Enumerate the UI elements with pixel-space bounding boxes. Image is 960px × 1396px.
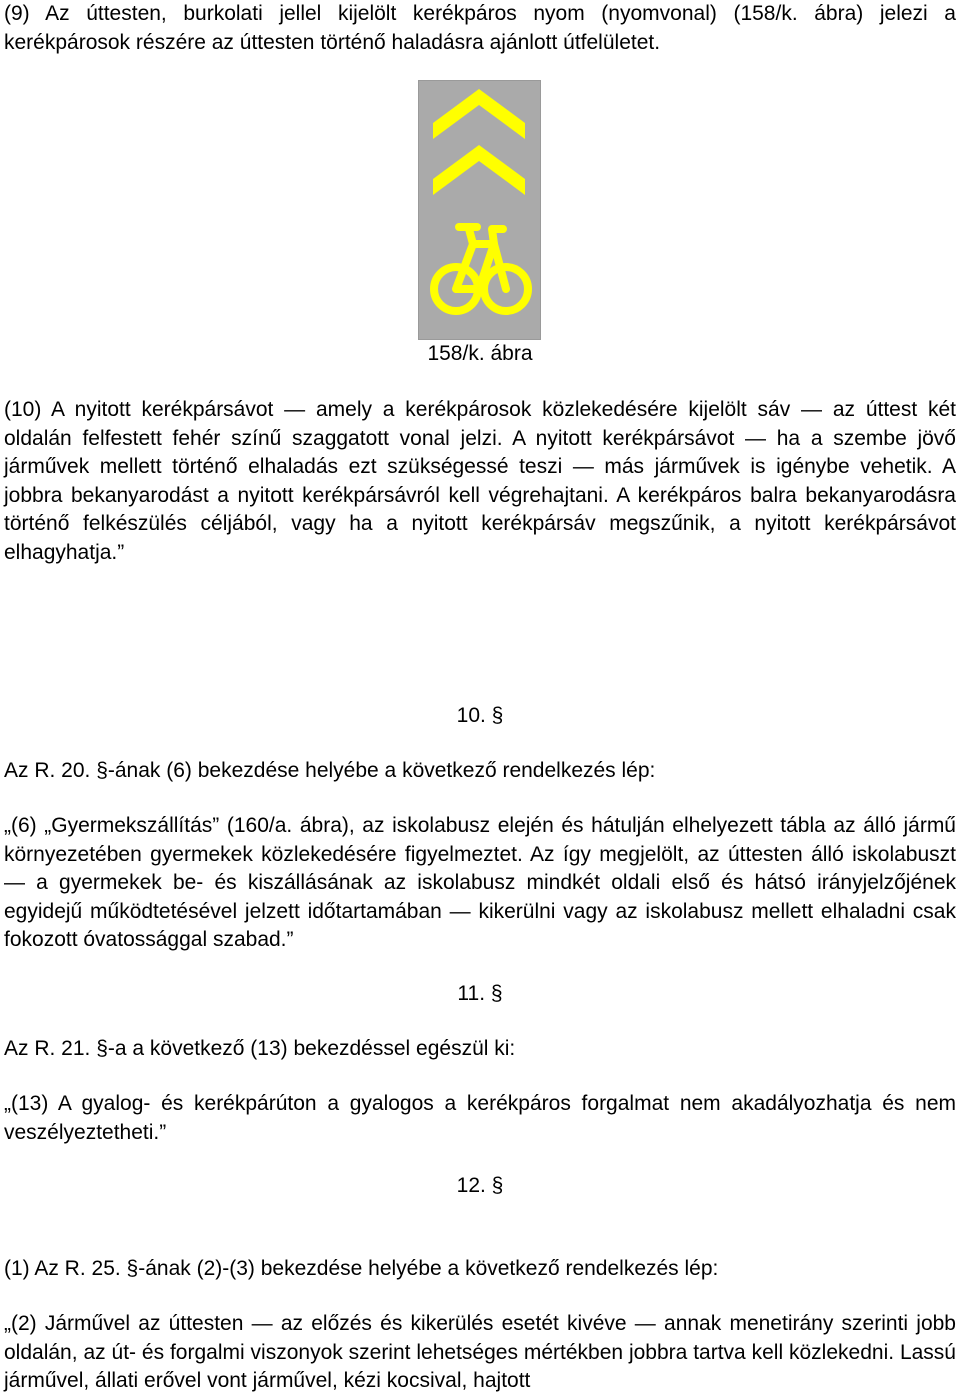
section-11-intro: Az R. 21. §-a a következő (13) bekezdéssel egészül ki:: [4, 1037, 516, 1060]
bicycle-icon: [434, 227, 528, 311]
figure-caption: 158/k. ábra: [427, 342, 533, 365]
section-10-text: „(6) „Gyermekszállítás” (160/a. ábra), az iskolabusz elején és hátulján elhelyezett tábla az álló jármű környezetében gyermekek közlekedésére figyelmeztet. Az így megjelölt, az úttesten álló iskolabuszt ― a gyermekek be- és kiszállásának az iskolabusz mindkét oldali első és hátsó irányjelzőjének egyidejű működtetésével jelzett időtartamában ― kikerülni vagy az iskolabusz mellett elhaladni csak fokozott óvatossággal szabad.”: [4, 814, 956, 951]
section-10-intro: Az R. 20. §-ának (6) bekezdése helyébe a következő rendelkezés lép:: [4, 759, 656, 782]
section-heading-10: 10. §: [456, 704, 504, 727]
section-heading-12: 12. §: [456, 1174, 504, 1197]
section-12-intro: (1) Az R. 25. §-ának (2)-(3) bekezdése helyébe a következő rendelkezés lép:: [4, 1257, 719, 1280]
chevron-icon: [433, 145, 525, 195]
section-12-text: „(2) Járművel az úttesten ― az előzés és kikerülés esetét kivéve ― annak menetirány szerinti jobb oldalán, az út- és forgalmi viszonyok szerint lehetséges mértékben jobbra tartva kell közlekedni. Lassú járművel, állati erővel vont járművel, kézi kocsival, hajtott: [4, 1312, 956, 1392]
section-heading-11: 11. §: [457, 982, 503, 1005]
chevron-icon: [433, 89, 525, 139]
bike-lane-marking-figure: [418, 80, 541, 340]
bike-lane-marking-graphic: [419, 81, 540, 339]
paragraph-10: (10) A nyitott kerékpársávot ― amely a kerékpárosok közlekedésére kijelölt sáv ― az úttest két oldalán felfestett fehér színű szaggatott vonal jelzi. A nyitott kerékpársávot ― ha a szembe jövő járművek mellett történő elhaladás ezt szükségessé teszi ― más járművek is igénybe vehetik. A jobbra bekanyarodást a nyitott kerékpársávról kell végrehajtani. A kerékpáros balra bekanyarodásra történő felkészülés céljából, vagy ha a nyitott kerékpársáv megszűnik, a nyitott kerékpársávot elhagyhatja.”: [4, 398, 956, 564]
section-11-text: „(13) A gyalog- és kerékpárúton a gyalogos a kerékpáros forgalmat nem akadályozhatja és nem veszélyeztetheti.”: [4, 1092, 956, 1144]
intro-paragraph: (9) Az úttesten, burkolati jellel kijelölt kerékpáros nyom (nyomvonal) (158/k. ábra) jelezi a kerékpárosok részére az úttesten történő haladásra ajánlott útfelületet.: [4, 2, 956, 54]
